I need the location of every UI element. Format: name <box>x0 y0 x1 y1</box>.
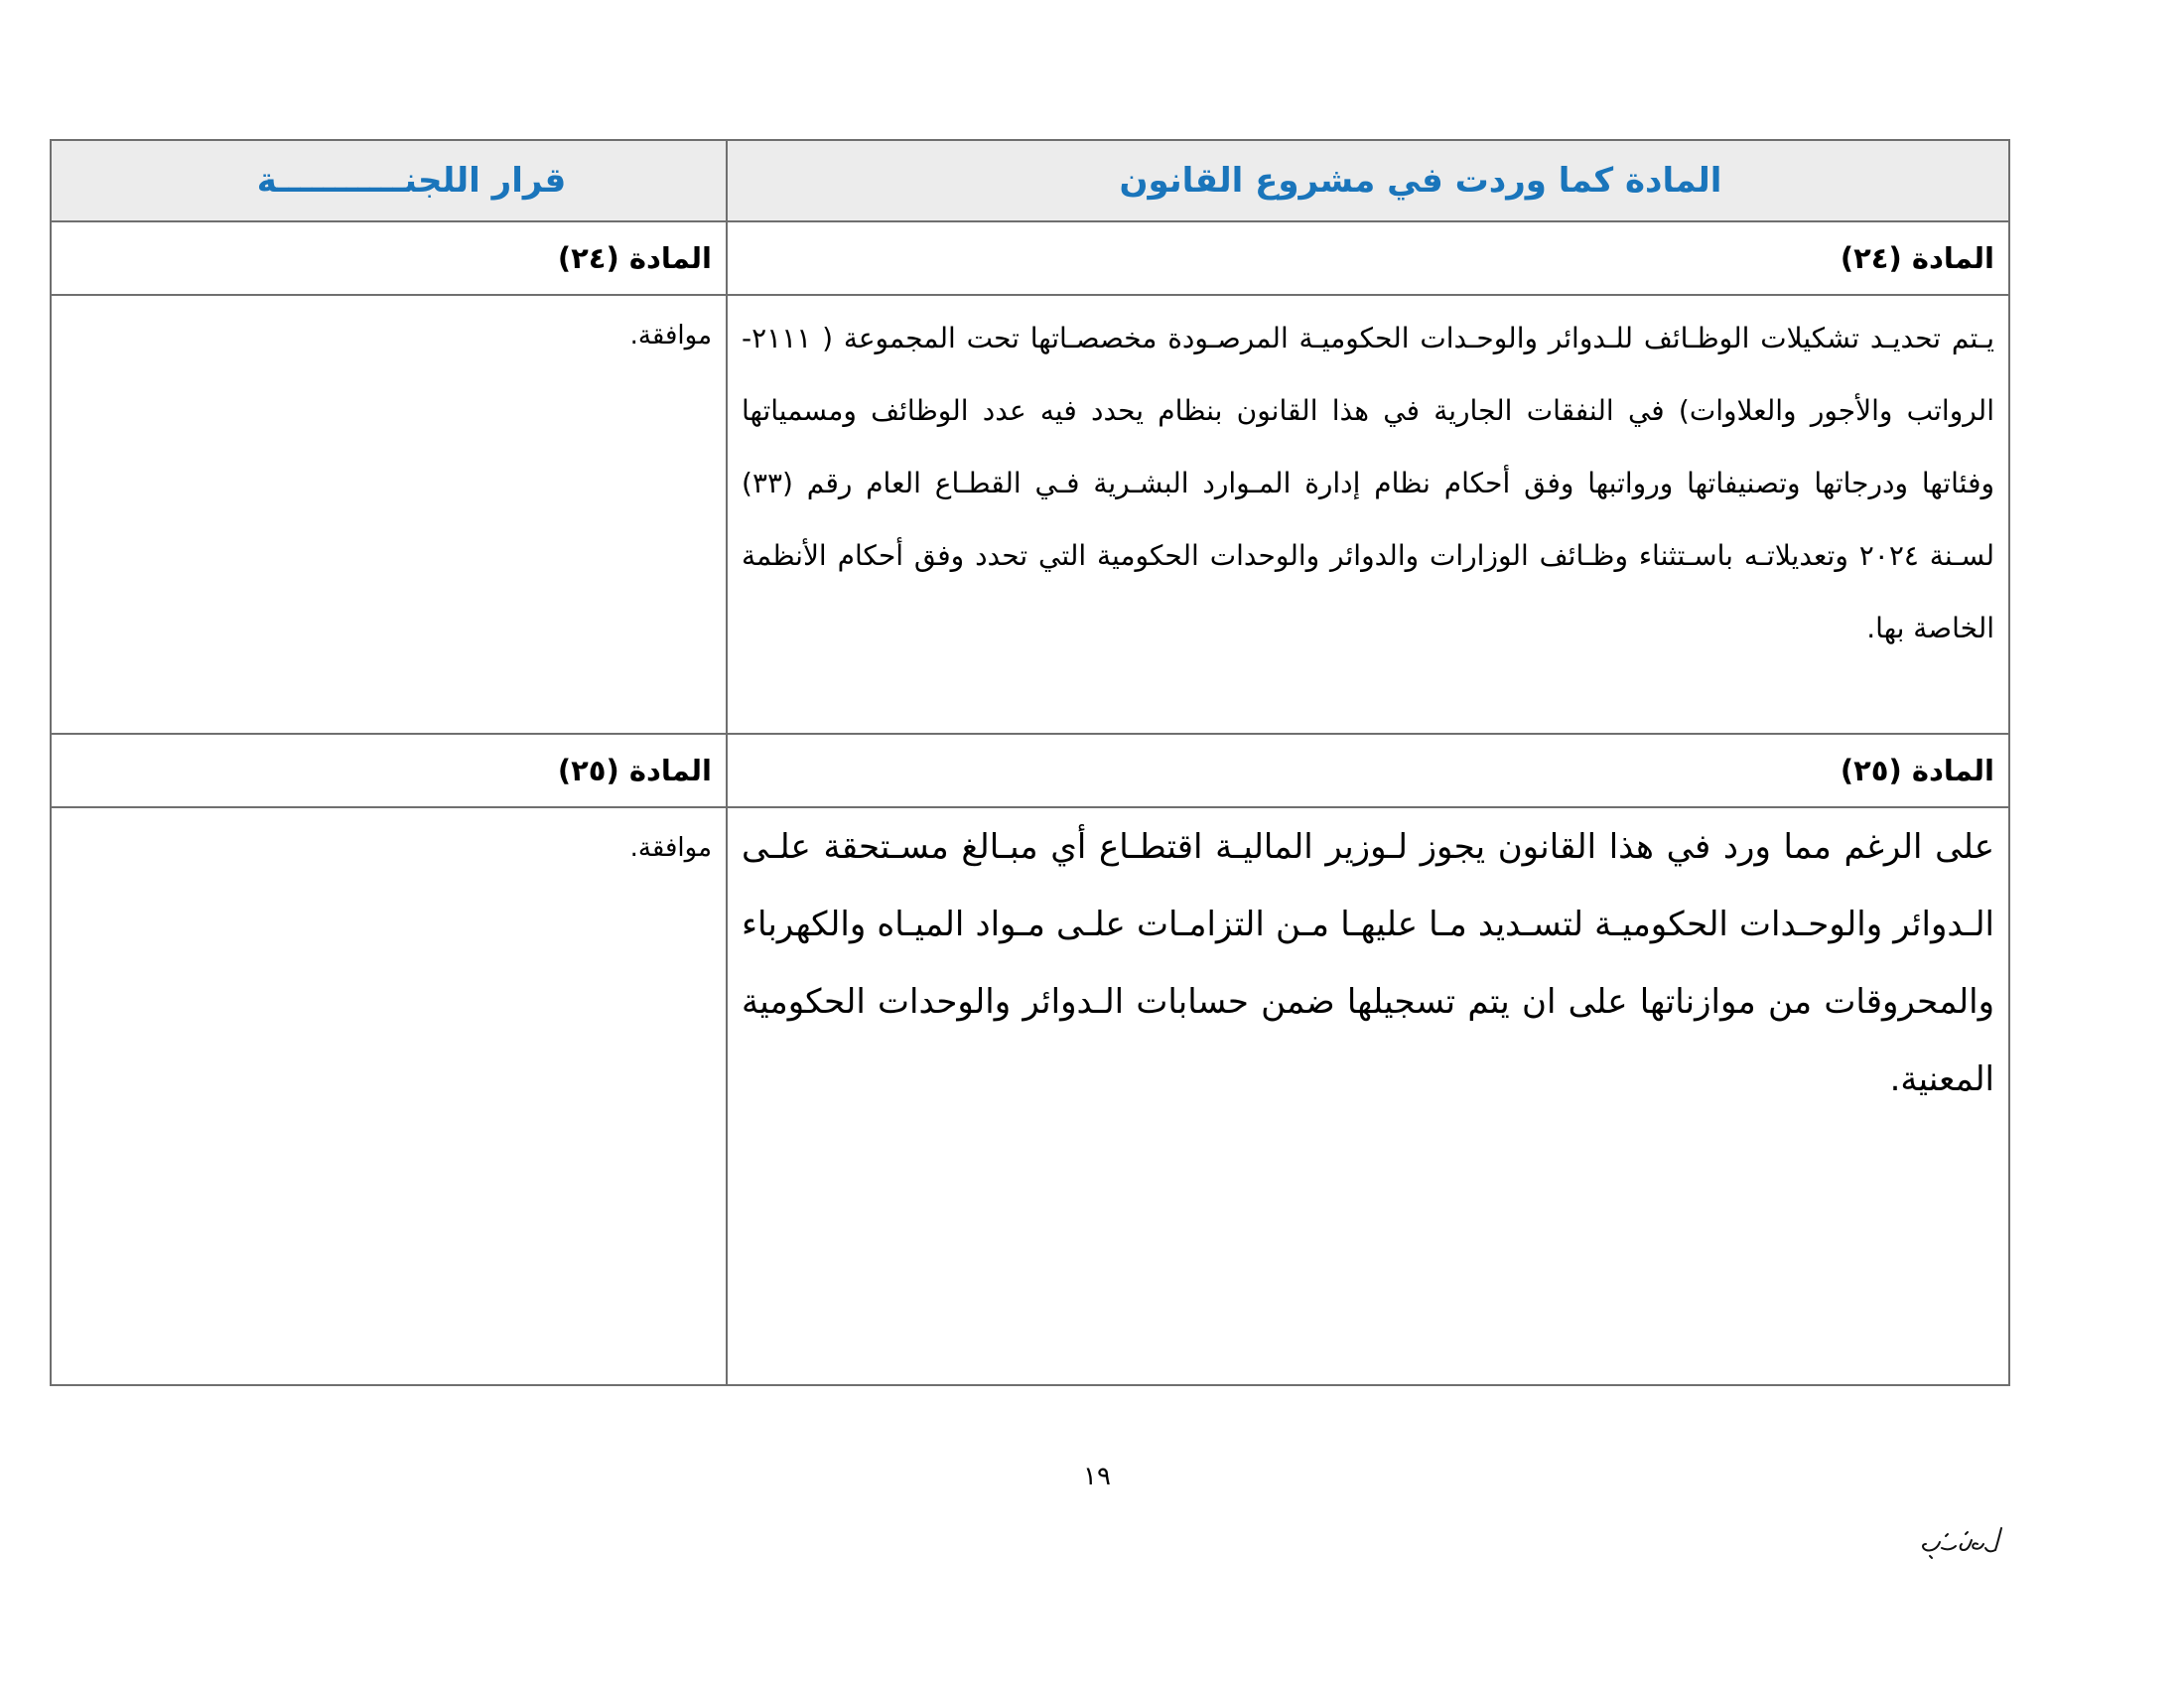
committee-column-header: قرار اللجنـــــــــــة <box>51 140 727 221</box>
law-article-title: المادة (٢٥) <box>727 734 2009 807</box>
committee-decision: موافقة. <box>629 321 712 351</box>
committee-decision: موافقة. <box>629 833 712 863</box>
law-article-title: المادة (٢٤) <box>727 221 2009 295</box>
committee-decision-cell <box>51 295 727 734</box>
table-row <box>51 221 2009 295</box>
law-article-cell <box>727 807 2009 1385</box>
committee-article-title: المادة (٢٥) <box>51 734 727 807</box>
table-row <box>51 734 2009 807</box>
table-header-row <box>51 140 2009 221</box>
law-column-header: المادة كما وردت في مشروع القانون <box>727 140 2009 221</box>
table-row <box>51 807 2009 1385</box>
signature <box>1916 1522 2005 1562</box>
law-comparison-table <box>50 139 2010 1386</box>
page-number: ١٩ <box>1083 1462 1111 1491</box>
law-article-text: يـتم تحديـد تشكيلات الوظـائف للـدوائر والوحـدات الحكوميـة المرصـودة مخصصـاتها تحت المجموعة ( ٢١١١- الرواتب والأجور والعلاوات) في النفقات الجارية في هذا القانون بنظام يحدد فيه عدد الوظائف ومسمياتها وفئاتها ودرجاتها وتصنيفاتها ورواتبها وفق أحكام نظام إدارة المـوارد البشـرية فـي القطـاع العام رقم (٣٣) لسـنة ٢٠٢٤ وتعديلاتـه باسـتثناء وظـائف الوزارات والدوائر والوحدات الحكومية التي تحدد وفق أحكام الأنظمة الخاصة بها. <box>742 322 1994 644</box>
law-article-text: على الرغم مما ورد في هذا القانون يجوز لـوزير الماليـة اقتطـاع أي مبـالغ مسـتحقة علـى الـدوائر والوحـدات الحكوميـة لتسـديد مـا عليهـا مـن التزامـات علـى مـواد الميـاه والكهرباء والمحروقات من موازناتها على ان يتم تسجيلها ضمن حسابات الـدوائر والوحدات الحكومية المعنية. <box>742 827 1994 1099</box>
committee-decision-cell <box>51 807 727 1385</box>
committee-article-title: المادة (٢٤) <box>51 221 727 295</box>
law-article-cell <box>727 295 2009 734</box>
table-row <box>51 295 2009 734</box>
